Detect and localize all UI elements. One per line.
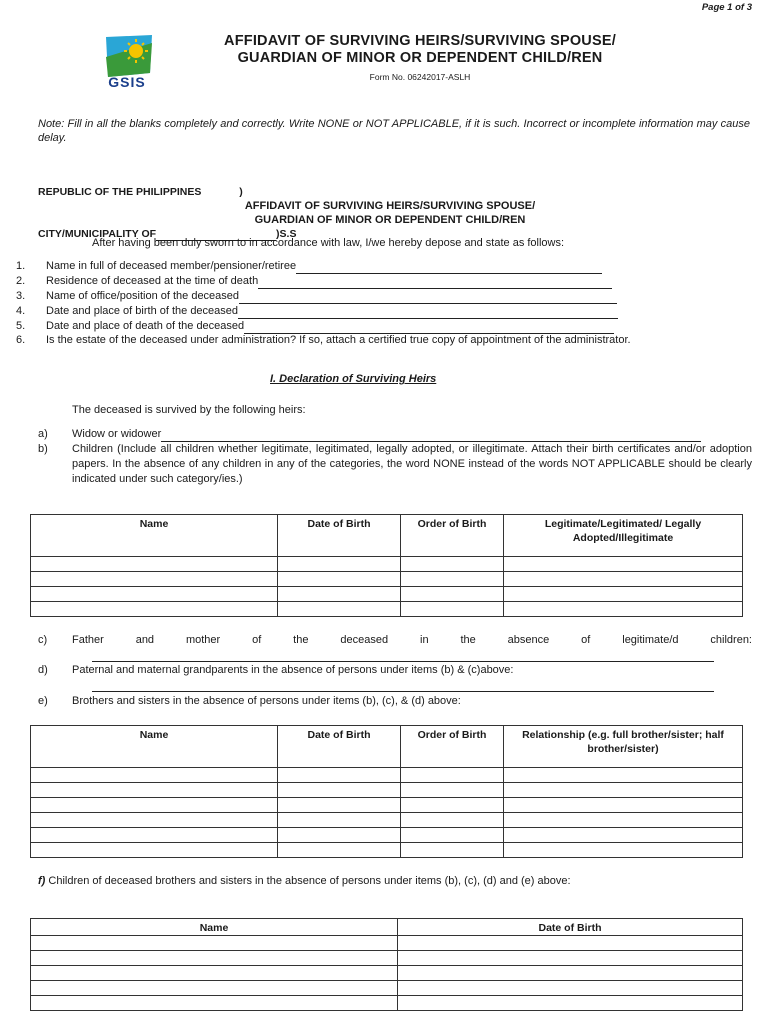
table-row xyxy=(31,996,743,1011)
table-row xyxy=(31,951,743,966)
logo-text: GSIS xyxy=(108,74,146,90)
item-2: 2. Residence of deceased at the time of death xyxy=(16,274,756,289)
venue-city: CITY/MUNICIPALITY OF )S.S xyxy=(38,228,297,240)
col-dob: Date of Birth xyxy=(398,919,743,936)
item-e: e) Brothers and sisters in the absence of persons under items (b), (c), & (d) above: xyxy=(38,695,461,707)
office-blank[interactable] xyxy=(239,292,617,304)
table-row xyxy=(31,936,743,951)
item-4: 4. Date and place of birth of the deceased xyxy=(16,304,756,319)
col-name: Name xyxy=(31,726,278,768)
col-legitimacy: Legitimate/Legitimated/ Legally Adopted/Illegitimate xyxy=(504,515,743,557)
item-1: 1. Name in full of deceased member/pensioner/retiree xyxy=(16,259,756,274)
item-b: b) Children (Include all children whether legitimate, legitimated, legally adopted, or illegitimate. Attach their birth certificates and/or adoption papers. In the absence of any children in any of the categories, the word NONE instead of the words NOT APPLICABLE should be clearly indicated under such category/ies.) xyxy=(38,443,752,485)
affidavit-heading: AFFIDAVIT OF SURVIVING HEIRS/SURVIVING SPOUSE/ GUARDIAN OF MINOR OR DEPENDENT CHILD/REN xyxy=(244,200,536,226)
survived-statement: The deceased is survived by the following heirs: xyxy=(72,404,306,416)
item-a: a) Widow or widower xyxy=(38,427,752,442)
col-name: Name xyxy=(31,919,398,936)
item-3: 3. Name of office/position of the deceased xyxy=(16,289,756,304)
item-5: 5. Date and place of death of the deceased xyxy=(16,319,756,334)
birth-blank[interactable] xyxy=(238,307,618,319)
section-heading: I. Declaration of Surviving Heirs xyxy=(270,373,437,385)
form-number: Form No. 06242017-ASLH xyxy=(369,72,471,82)
death-blank[interactable] xyxy=(244,322,614,334)
form-title: AFFIDAVIT OF SURVIVING HEIRS/SURVIVING SPOUSE/ GUARDIAN OF MINOR OR DEPENDENT CHILD/REN xyxy=(224,33,616,66)
col-name: Name xyxy=(31,515,278,557)
heirs-list-ab xyxy=(38,427,752,487)
table-row xyxy=(31,557,743,572)
col-order: Order of Birth xyxy=(401,515,504,557)
deceased-info-list xyxy=(16,259,756,346)
table-row xyxy=(31,798,743,813)
table-row xyxy=(31,768,743,783)
grandparents-blank[interactable] xyxy=(92,691,714,692)
widow-blank[interactable] xyxy=(161,430,701,442)
item-d: d) Paternal and maternal grandparents in the absence of persons under items (b) & (c)above: xyxy=(38,664,514,676)
col-relationship: Relationship (e.g. full brother/sister; half brother/sister) xyxy=(504,726,743,768)
table-row xyxy=(31,783,743,798)
table-row xyxy=(31,966,743,981)
children-table xyxy=(30,514,743,617)
page-number: Page 1 of 3 xyxy=(701,2,752,13)
table-row xyxy=(31,587,743,602)
item-f: f) Children of deceased brothers and sisters in the absence of persons under items (b), (c), (d) and (e) above: xyxy=(38,875,571,887)
siblings-table xyxy=(30,725,743,858)
item-6: 6. Is the estate of the deceased under administration? If so, attach a certified true copy of appointment of the administrator. xyxy=(16,334,631,346)
intro-statement: After having been duly sworn to in accordance with law, I/we hereby depose and state as follows: xyxy=(92,237,565,249)
table-row xyxy=(31,981,743,996)
deceased-name-blank[interactable] xyxy=(296,262,602,274)
table-row xyxy=(31,602,743,617)
col-order: Order of Birth xyxy=(401,726,504,768)
table-row xyxy=(31,828,743,843)
parents-blank[interactable] xyxy=(92,661,714,662)
table-row xyxy=(31,813,743,828)
nephews-nieces-table xyxy=(30,918,743,1011)
residence-blank[interactable] xyxy=(258,277,612,289)
col-dob: Date of Birth xyxy=(278,726,401,768)
table-row xyxy=(31,843,743,858)
item-c: c) Father and mother of the deceased in the absence of legitimate/d children: xyxy=(38,634,752,646)
venue-republic: REPUBLIC OF THE PHILIPPINES ) xyxy=(38,186,243,198)
instruction-note: Note: Fill in all the blanks completely and correctly. Write NONE or NOT APPLICABLE, if it is such. Incorrect or incomplete information may cause delay. xyxy=(38,118,750,144)
table-row xyxy=(31,572,743,587)
col-dob: Date of Birth xyxy=(278,515,401,557)
